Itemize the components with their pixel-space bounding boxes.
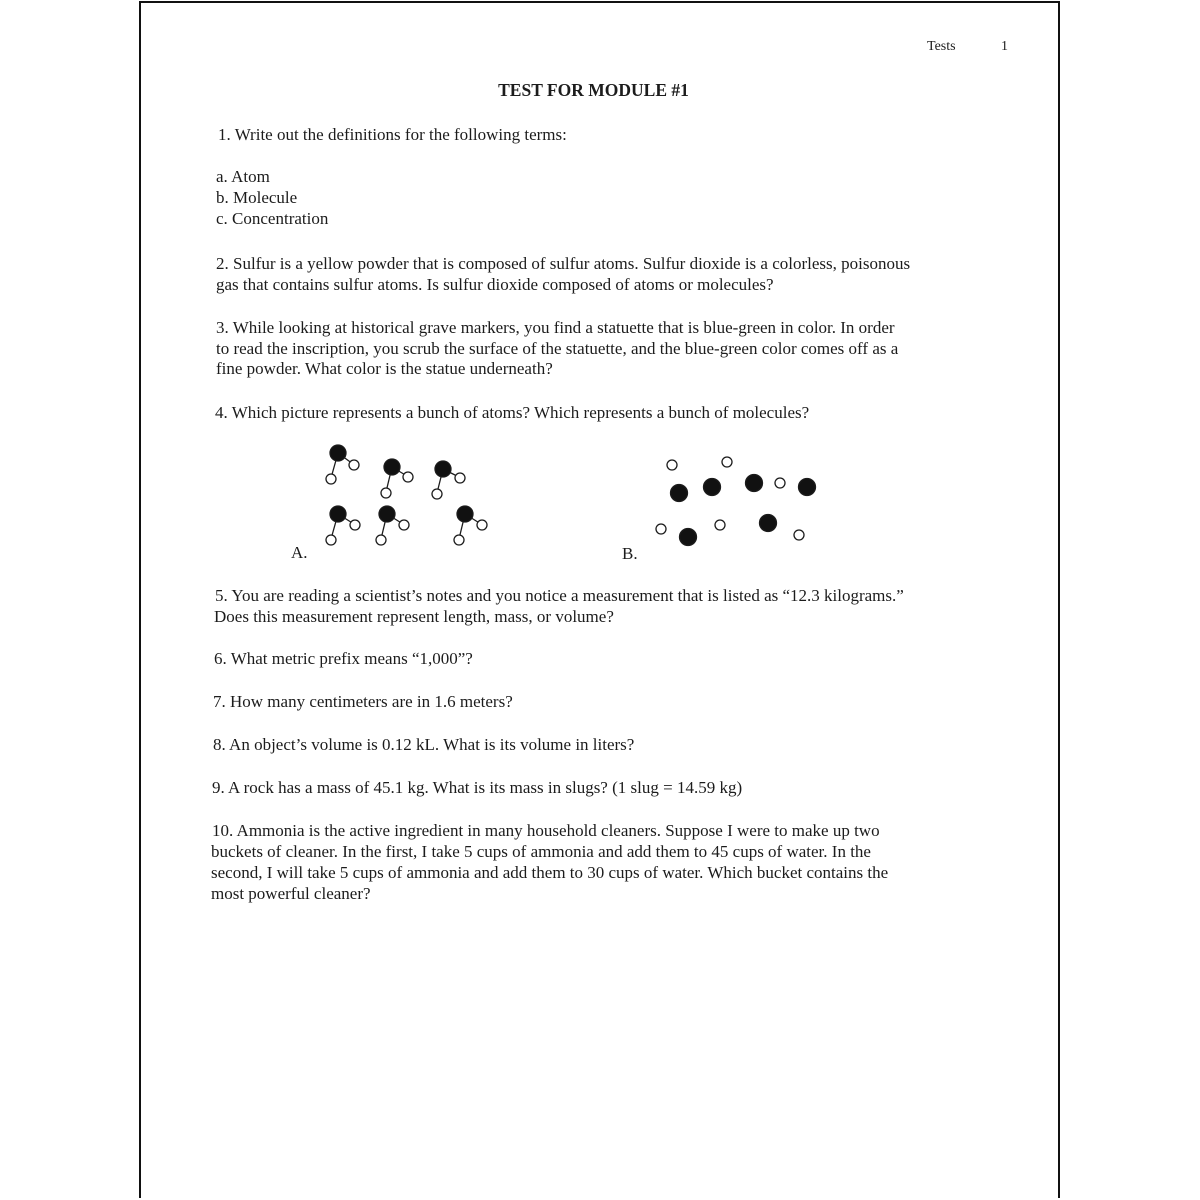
molecule-icon xyxy=(432,461,465,499)
figure-a-molecules xyxy=(311,438,501,553)
molecule-icon xyxy=(326,445,359,484)
atom-icon xyxy=(799,479,816,496)
atom-icon xyxy=(722,457,732,467)
question-6-text: 6. What metric prefix means “1,000”? xyxy=(214,649,473,668)
question-10-line-2: buckets of cleaner. In the first, I take 5 cups of ammonia and add them to 45 cups of water. In the xyxy=(211,842,871,861)
atom-icon xyxy=(671,485,688,502)
question-4-text: 4. Which picture represents a bunch of atoms? Which represents a bunch of molecules? xyxy=(215,403,810,422)
question-1-text: 1. Write out the definitions for the following terms: xyxy=(218,125,567,144)
question-10-line-1: 10. Ammonia is the active ingredient in many household cleaners. Suppose I were to make up two xyxy=(212,821,880,840)
molecule-icon xyxy=(326,506,360,545)
question-5-line-1: 5. You are reading a scientist’s notes and you notice a measurement that is listed as “12.3 kilograms.” xyxy=(215,586,904,605)
question-2-line-1: 2. Sulfur is a yellow powder that is composed of sulfur atoms. Sulfur dioxide is a colorless, poisonous xyxy=(216,254,911,273)
question-5-line-2: Does this measurement represent length, mass, or volume? xyxy=(214,607,614,626)
figure-b-atoms xyxy=(651,451,831,551)
molecule-icon xyxy=(381,459,413,498)
question-7-text: 7. How many centimeters are in 1.6 meters? xyxy=(213,692,513,711)
question-3-line-1: 3. While looking at historical grave markers, you find a statuette that is blue-green in color. In order xyxy=(216,318,895,337)
atom-icon xyxy=(715,520,725,530)
question-3-line-3: fine powder. What color is the statue underneath? xyxy=(216,359,553,378)
page-title: TEST FOR MODULE #1 xyxy=(498,80,689,100)
atom-icon xyxy=(794,530,804,540)
atom-icon xyxy=(746,475,763,492)
question-1-term-a: a. Atom xyxy=(216,167,270,186)
question-9-text: 9. A rock has a mass of 45.1 kg. What is its mass in slugs? (1 slug = 14.59 kg) xyxy=(212,778,743,797)
atom-icon xyxy=(656,524,666,534)
question-10-line-3: second, I will take 5 cups of ammonia and add them to 30 cups of water. Which bucket contains the xyxy=(211,863,889,882)
question-3-line-2: to read the inscription, you scrub the surface of the statuette, and the blue-green color comes off as a xyxy=(216,339,899,358)
question-10-line-4: most powerful cleaner? xyxy=(211,884,371,903)
test-page xyxy=(139,1,1060,1198)
question-2-line-2: gas that contains sulfur atoms. Is sulfur dioxide composed of atoms or molecules? xyxy=(216,275,774,294)
atom-icon xyxy=(760,515,777,532)
question-1-term-c: c. Concentration xyxy=(216,209,329,228)
atom-icon xyxy=(775,478,785,488)
atom-icon xyxy=(680,529,697,546)
molecule-icon xyxy=(376,506,409,545)
atom-icon xyxy=(667,460,677,470)
figure-a-label: A. xyxy=(291,543,308,562)
question-8-text: 8. An object’s volume is 0.12 kL. What is its volume in liters? xyxy=(213,735,635,754)
figure-b-label: B. xyxy=(622,544,638,563)
question-1-term-b: b. Molecule xyxy=(216,188,298,207)
atom-icon xyxy=(704,479,721,496)
header-section-label: Tests xyxy=(927,39,956,54)
molecule-icon xyxy=(454,506,487,545)
page-number: 1 xyxy=(1001,39,1008,54)
